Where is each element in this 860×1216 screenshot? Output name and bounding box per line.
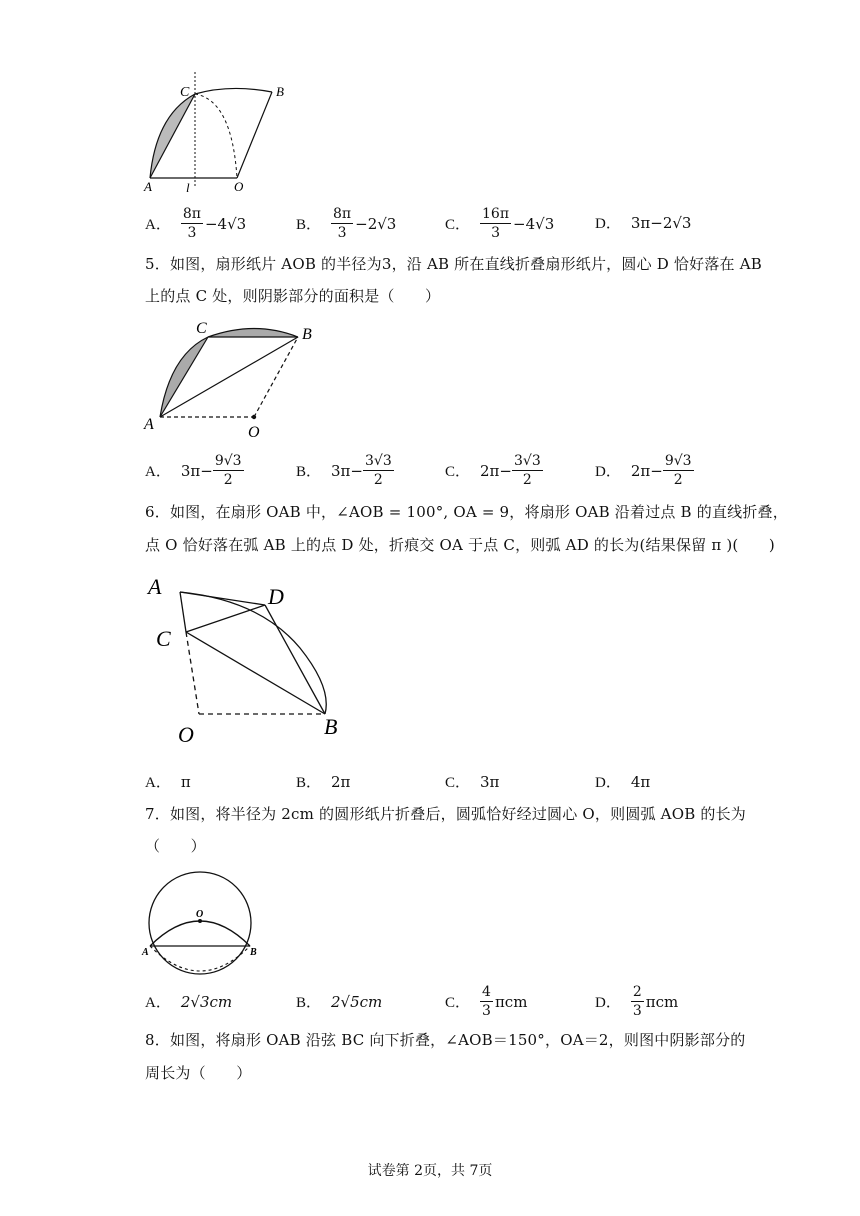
fig4-label-o: O <box>234 179 244 194</box>
fig7-label-a: A <box>142 947 149 958</box>
fig4-label-a: A <box>144 179 152 194</box>
q6-option-b[interactable]: B． 2π <box>296 772 351 791</box>
q4-figure <box>140 70 300 195</box>
q8-stem-line2: 周长为（ ） <box>145 1064 252 1082</box>
q6-option-c[interactable]: C． 3π <box>445 772 500 791</box>
fig5-label-a: A <box>144 416 154 433</box>
q5-figure <box>140 315 330 440</box>
q5-option-b[interactable]: B． 3π− $\frac{3√3}{2}$ <box>296 453 392 488</box>
q6-option-d[interactable]: D． 4π <box>595 772 651 791</box>
q5-stem-line1: 5．如图，扇形纸片 AOB 的半径为3，沿 AB 所在直线折叠扇形纸片，圆心 D 恰好落在 AB <box>145 255 762 273</box>
fig6-label-d: D <box>268 584 284 609</box>
fig5-label-b: B <box>302 326 312 343</box>
fig5-label-c: C <box>196 320 207 337</box>
q7-stem-line1: 7．如图，将半径为 2cm 的圆形纸片折叠后，圆弧恰好经过圆心 O，则圆弧 AOB 的长为 <box>145 805 747 823</box>
q4-option-b[interactable]: B． $\frac{8\pi}{3}$ −2√3 <box>296 206 397 241</box>
page-footer: 试卷第 2页，共 7页 <box>367 1163 493 1179</box>
q7-stem-line2: （ ） <box>145 837 206 855</box>
q4-option-c[interactable]: C． $\frac{16\pi}{3}$ −4√3 <box>445 206 555 241</box>
q7-option-c[interactable]: C． $\frac{4}{3}$ πcm <box>445 984 528 1019</box>
fig4-label-l: l <box>186 180 190 195</box>
fig7-label-b: B <box>250 947 257 958</box>
q4-option-a[interactable]: A． $\frac{8\pi}{3}$ −4√3 <box>145 206 247 241</box>
fig6-label-o: O <box>178 722 194 747</box>
q4-option-d[interactable]: D． 3π−2√3 <box>595 213 692 232</box>
fig5-label-o: O <box>248 424 260 440</box>
q5-option-a[interactable]: A． 3π− $\frac{9√3}{2}$ <box>145 453 242 488</box>
q5-stem-line2: 上的点 C 处，则阴影部分的面积是（ ） <box>145 287 441 305</box>
q6-stem-line2: 点 O 恰好落在弧 AB 上的点 D 处，折痕交 OA 于点 C，则弧 AD 的长为(结果保留 π )( ) <box>145 536 775 554</box>
q6-stem-line1: 6．如图，在扇形 OAB 中，∠AOB = 100°, OA = 9，将扇形 OAB 沿着过点 B 的直线折叠， <box>145 503 788 521</box>
q7-option-a[interactable]: A． 2√3cm <box>145 992 233 1011</box>
q7-option-d[interactable]: D． $\frac{2}{3}$ πcm <box>595 984 679 1019</box>
fig6-label-b: B <box>324 714 338 739</box>
fig6-label-c: C <box>156 626 171 651</box>
q8-stem-line1: 8．如图，将扇形 OAB 沿弦 BC 向下折叠，∠AOB＝150°，OA＝2，则图中阴影部分的 <box>145 1031 746 1049</box>
q5-option-d[interactable]: D． 2π− $\frac{9√3}{2}$ <box>595 453 692 488</box>
q7-option-b[interactable]: B． 2√5cm <box>296 992 383 1011</box>
q5-option-c[interactable]: C． 2π− $\frac{3√3}{2}$ <box>445 453 541 488</box>
q7-figure <box>140 868 260 980</box>
fig7-label-o: O <box>196 909 204 920</box>
fig4-label-b: B <box>276 84 284 99</box>
q6-figure <box>140 570 360 750</box>
fig4-label-c: C <box>180 85 190 100</box>
fig6-label-a: A <box>148 574 162 599</box>
q6-option-a[interactable]: A． π <box>145 772 191 791</box>
